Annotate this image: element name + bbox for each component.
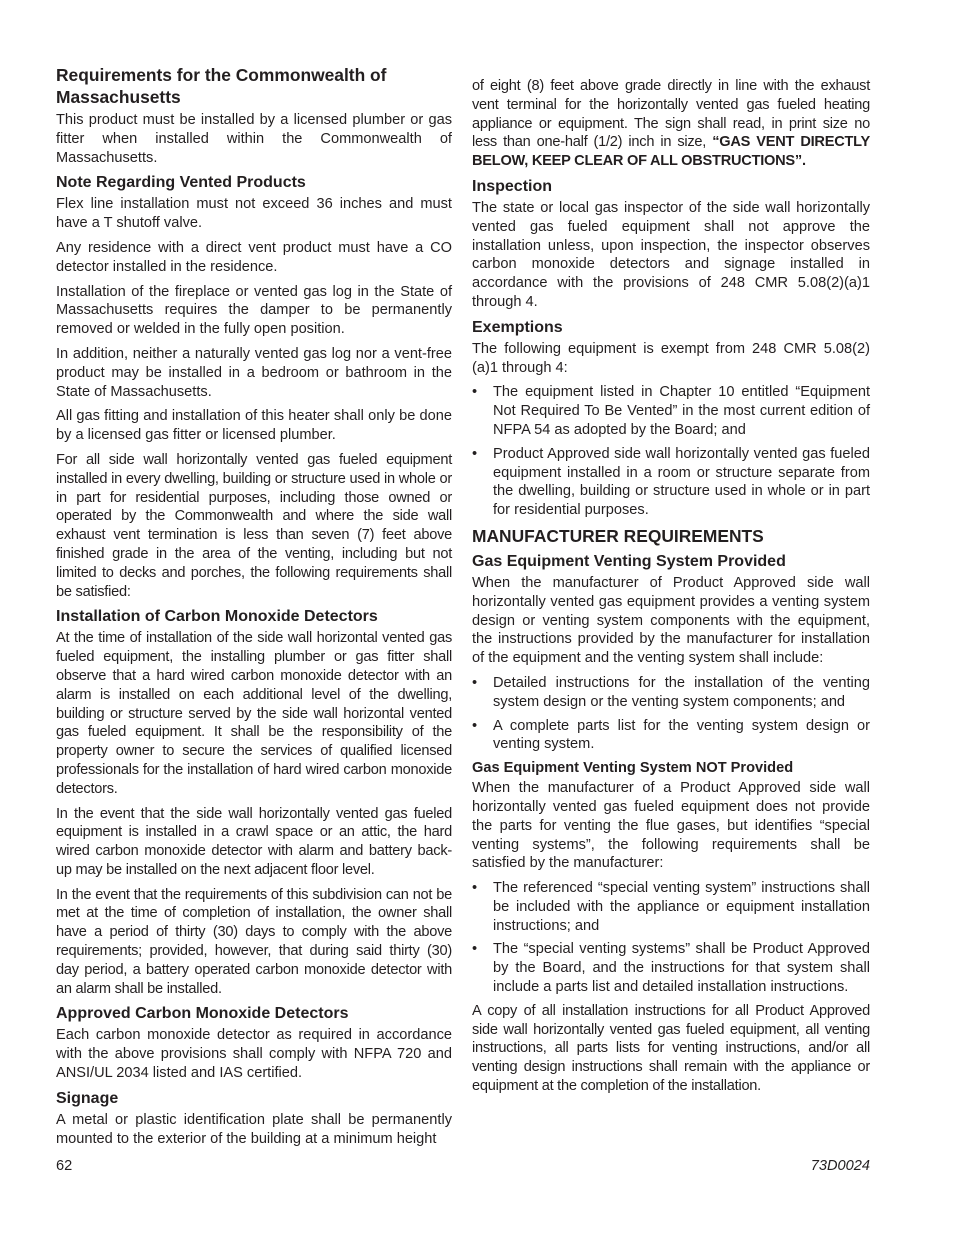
bullet-icon: • — [472, 674, 478, 691]
list-item: • The “special venting systems” shall be Product Approved by the Board, and the instructions for that system shall include a parts list and detailed installation instructions. — [472, 941, 870, 996]
approved-paragraph: Each carbon monoxide detector as required in accordance with the above provisions shall comply with NFPA 720 and ANSI/UL 2034 listed and IAS certified. — [56, 1027, 452, 1082]
exemptions-heading: Exemptions — [472, 318, 563, 336]
venting-not-provided-paragraph: When the manufacturer of a Product Approved side wall horizontally vented gas fueled equipment does not provide the parts for venting the flue gases, but identifies “special venting systems”, the following requirements shall be satisfied by the manufacturer: — [472, 780, 870, 872]
note-paragraph: Any residence with a direct vent product must have a CO detector installed in the residence. — [56, 239, 452, 275]
exemptions-paragraph: The following equipment is exempt from 248 CMR 5.08(2)(a)1 through 4: — [472, 340, 870, 376]
document-id: 73D0024 — [810, 1158, 870, 1174]
co-paragraph: In the event that the requirements of this subdivision can not be met at the time of completion of installation, the owner shall have a period of thirty (30) days to comply with the above requirements; provided, however, that during said thirty (30) day period, a battery operated carbon monoxide detector with an alarm shall be installed. — [56, 886, 452, 997]
list-item: • The equipment listed in Chapter 10 entitled “Equipment Not Required To Be Vented” in the most current edition of NFPA 54 as adopted by the Board; and — [472, 384, 870, 438]
venting-provided-list — [472, 674, 870, 754]
co-paragraph: At the time of installation of the side wall horizontal vented gas fueled equipment, the installing plumber or gas fitter shall observe that a hard wired carbon monoxide detector with an alarm is installed on each additional level of the dwelling, building or structure served by the side wall horizontal vented gas fueled equipment. It shall be the responsibility of the property owner to secure the services of qualified licensed professionals for the installation of hard wired carbon monoxide detectors. — [56, 630, 452, 797]
note-paragraph: For all side wall horizontally vented gas fueled equipment installed in every dwelling, building or structure used in whole or in part for residential purposes, including those owned or operated by the Commonwealth and where the side wall exhaust vent termination is less than seven (7) feet above finished grade in the area of the venting, including but not limited to decks and porches, the following requirements shall be satisfied: — [56, 451, 452, 600]
page-number: 62 — [56, 1158, 73, 1174]
co-paragraph: In the event that the side wall horizontally vented gas fueled equipment is installed in a crawl space or an attic, the hard wired carbon monoxide detector with alarm and battery back-up may be installed on the next adjacent floor level. — [56, 805, 452, 878]
signage-continued-text: of eight (8) feet above grade directly in line with the exhaust vent terminal for the horizontally vented gas fueled heating appliance or equipment. The sign shall read, in print size no less than one-half (1/2) inch in size, — [472, 78, 870, 151]
list-item: • Product Approved side wall horizontally vented gas fueled equipment installed in a room or structure separate from the dwelling, building or structure used in whole or in part for residential purposes. — [472, 445, 870, 519]
left-column — [56, 64, 452, 1154]
note-paragraph: In addition, neither a naturally vented gas log nor a vent-free product may be installed in a bedroom or bathroom in the State of Massachusetts. — [56, 345, 452, 400]
final-paragraph: A copy of all installation instructions for all Product Approved side wall horizontally vented gas fueled equipment, all venting instructions, all parts lists for venting instructions, and/or all venting design instructions shall remain with the appliance or equipment at the completion of the installation. — [472, 1002, 870, 1095]
list-item: • The referenced “special venting system” instructions shall be included with the appliance or equipment installation instructions; and — [472, 880, 870, 934]
bullet-icon: • — [472, 384, 478, 401]
inspection-heading: Inspection — [472, 177, 553, 195]
right-column — [472, 77, 870, 1102]
signage-required-text: “GAS VENT DIRECTLY BELOW, KEEP CLEAR OF ALL OBSTRUCTIONS”. — [472, 134, 870, 170]
venting-provided-heading: Gas Equipment Venting System Provided — [472, 552, 786, 570]
co-installation-heading: Installation of Carbon Monoxide Detectors — [56, 608, 378, 626]
bullet-icon: • — [472, 445, 478, 462]
note-heading: Note Regarding Vented Products — [56, 174, 306, 192]
manufacturer-requirements-heading: MANUFACTURER REQUIREMENTS — [472, 525, 764, 546]
venting-not-provided-list — [472, 879, 870, 997]
inspection-paragraph: The state or local gas inspector of the side wall horizontally vented gas fueled equipment shall not approve the installation unless, upon inspection, the inspector observes carbon monoxide detectors and signage installed in accordance with the provisions of 248 CMR 5.08(2)(a)1 through 4. — [472, 199, 870, 310]
venting-provided-paragraph: When the manufacturer of Product Approved side wall horizontally vented gas equipment provides a venting system design or venting system components with the equipment, the instructions provided by the manufacturer for installation of the equipment and the venting system shall include: — [472, 574, 870, 667]
intro-paragraph: This product must be installed by a licensed plumber or gas fitter when installed within the Commonwealth of Massachusetts. — [56, 112, 452, 166]
approved-detectors-heading: Approved Carbon Monoxide Detectors — [56, 1005, 349, 1023]
signage-heading: Signage — [56, 1089, 119, 1107]
signage-continued-paragraph — [472, 77, 870, 171]
exemptions-list — [472, 383, 870, 520]
note-paragraph: Flex line installation must not exceed 36 inches and must have a T shutoff valve. — [56, 196, 452, 232]
note-paragraph: All gas fitting and installation of this heater shall only be done by a licensed gas fitter or licensed plumber. — [56, 408, 452, 444]
bullet-icon: • — [472, 941, 478, 958]
bullet-icon: • — [472, 880, 478, 897]
list-item: • A complete parts list for the venting system design or venting system. — [472, 717, 870, 753]
bullet-icon: • — [472, 717, 478, 734]
venting-not-provided-heading: Gas Equipment Venting System NOT Provided — [472, 760, 794, 777]
section-title: Requirements for the Commonwealth of Massachusetts — [56, 65, 387, 107]
note-paragraph: Installation of the fireplace or vented gas log in the State of Massachusetts requires the damper to be permanently removed or welded in the fully open position. — [56, 283, 452, 338]
list-item: • Detailed instructions for the installation of the venting system design or the venting system components; and — [472, 674, 870, 710]
signage-paragraph: A metal or plastic identification plate shall be permanently mounted to the exterior of the building at a minimum height — [56, 1111, 452, 1147]
